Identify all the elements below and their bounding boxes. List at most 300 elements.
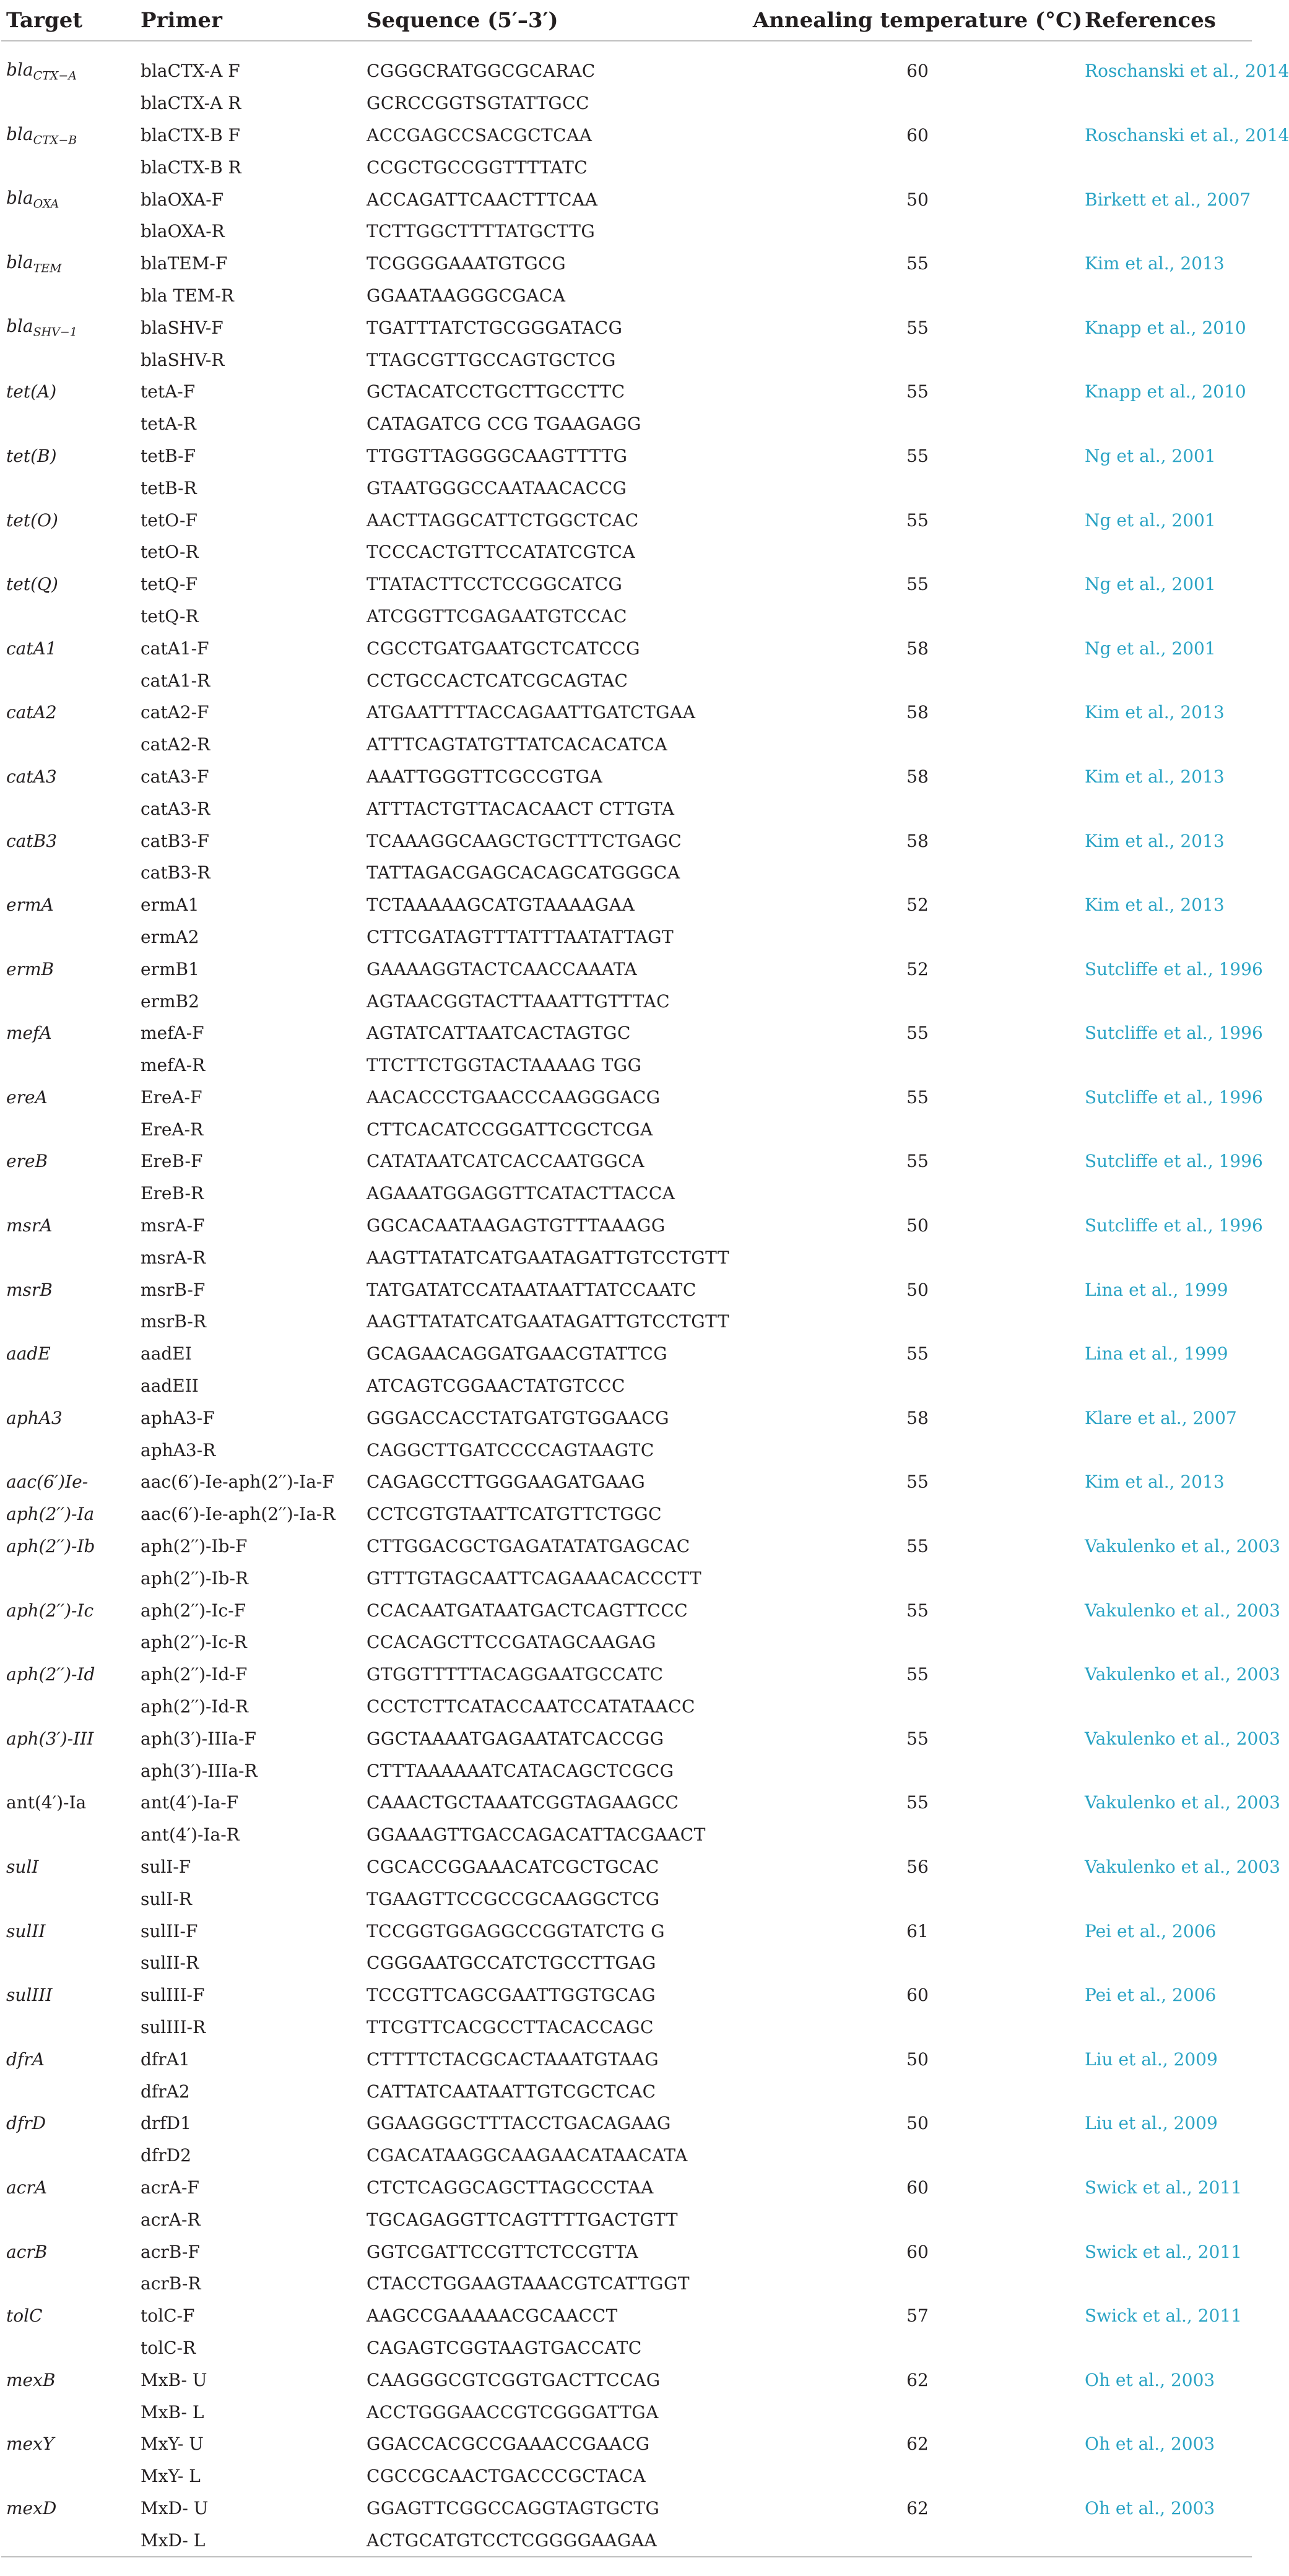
cell-sequence: GTTTGTAGCAATTCAGAAACACCCTT xyxy=(367,1568,702,1589)
cell-primer: dfrD2 xyxy=(141,2145,191,2166)
cell-reference[interactable]: Kim et al., 2013 xyxy=(1085,766,1225,787)
cell-primer: MxB- U xyxy=(141,2369,207,2390)
cell-annealing-temperature xyxy=(750,1177,1085,1210)
table-row xyxy=(1,2107,1252,2140)
cell-reference[interactable]: Kim et al., 2013 xyxy=(1085,702,1225,723)
table-row xyxy=(1,344,1252,376)
cell-primer: aph(2′′)-Ic-R xyxy=(141,1632,247,1653)
cell-sequence: AACACCCTGAACCCAAGGGACG xyxy=(367,1086,661,1108)
cell-target xyxy=(1,1626,141,1659)
cell-annealing-temperature xyxy=(750,472,1085,504)
cell-sequence: ATGAATTTTACCAGAATTGATCTGAA xyxy=(367,702,696,723)
cell-annealing-temperature xyxy=(750,2203,1085,2236)
table-row xyxy=(1,2460,1252,2492)
table-row xyxy=(1,2268,1252,2300)
cell-annealing-temperature xyxy=(750,344,1085,376)
cell-sequence: AACTTAGGCATTCTGGCTCAC xyxy=(367,510,639,531)
cell-sequence: CATATAATCATCACCAATGGCA xyxy=(367,1151,644,1172)
table-row xyxy=(1,215,1252,248)
cell-target xyxy=(1,536,141,568)
cell-target xyxy=(1,2203,141,2236)
cell-reference[interactable]: Oh et al., 2003 xyxy=(1085,2497,1215,2518)
cell-sequence: TTCTTCTGGTACTAAAAG TGG xyxy=(367,1055,642,1076)
table-row xyxy=(1,2140,1252,2172)
cell-target xyxy=(1,151,141,183)
cell-reference xyxy=(1085,1947,1252,1979)
cell-target xyxy=(1,1979,141,2011)
cell-annealing-temperature xyxy=(750,215,1085,248)
cell-target xyxy=(1,889,141,921)
target-name: ereB xyxy=(6,1151,48,1172)
cell-target xyxy=(1,1370,141,1402)
target-name: acrA xyxy=(6,2177,47,2198)
cell-target xyxy=(1,344,141,376)
cell-primer: bla TEM-R xyxy=(141,285,234,306)
table-body xyxy=(1,41,1289,2557)
cell-annealing-temperature xyxy=(750,1754,1085,1787)
target-name: sulIII xyxy=(6,1985,53,2006)
cell-annealing-temperature: 60 xyxy=(906,2177,929,2198)
cell-annealing-temperature xyxy=(750,2011,1085,2044)
cell-target xyxy=(1,1466,141,1498)
cell-reference[interactable]: Sutcliffe et al., 1996 xyxy=(1085,1023,1263,1044)
cell-annealing-temperature: 55 xyxy=(906,1728,929,1749)
cell-reference[interactable]: Swick et al., 2011 xyxy=(1085,2305,1242,2327)
header-annealing-temperature: Annealing temperature (°C) xyxy=(752,7,1083,33)
cell-sequence: TGCAGAGGTTCAGTTTTGACTGTT xyxy=(367,2209,679,2230)
cell-annealing-temperature: 62 xyxy=(906,2497,929,2518)
cell-primer: msrA-R xyxy=(141,1247,206,1268)
cell-reference xyxy=(1085,792,1252,825)
cell-target xyxy=(1,1434,141,1466)
cell-reference[interactable]: Kim et al., 2013 xyxy=(1085,830,1225,851)
cell-reference[interactable]: Sutcliffe et al., 1996 xyxy=(1085,1086,1263,1108)
cell-target xyxy=(1,1498,141,1530)
table-row xyxy=(1,376,1252,408)
cell-sequence: CGGGCRATGGCGCARAC xyxy=(367,61,596,82)
cell-primer: aadEI xyxy=(141,1343,192,1364)
cell-target xyxy=(1,1177,141,1210)
cell-sequence: TCTTGGCTTTTATGCTTG xyxy=(367,221,596,242)
cell-target xyxy=(1,664,141,696)
target-name: tet(O) xyxy=(6,510,58,531)
cell-primer: msrB-F xyxy=(141,1279,206,1300)
cell-sequence: GGTCGATTCCGTTCTCCGTTA xyxy=(367,2241,639,2262)
cell-annealing-temperature: 55 xyxy=(906,381,929,402)
cell-annealing-temperature: 61 xyxy=(906,1920,929,1941)
table-row xyxy=(1,664,1252,696)
cell-sequence: CCTCGTGTAATTCATGTTCTGGC xyxy=(367,1504,662,1525)
table-row xyxy=(1,1626,1252,1659)
cell-reference[interactable]: Knapp et al., 2010 xyxy=(1085,381,1246,402)
target-name: msrA xyxy=(6,1215,53,1236)
cell-sequence: TTGGTTAGGGGCAAGTTTTG xyxy=(367,445,628,466)
cell-primer: ermA2 xyxy=(141,926,199,947)
cell-reference[interactable]: Lina et al., 1999 xyxy=(1085,1343,1228,1364)
target-subscript: CTX−A xyxy=(33,69,77,83)
cell-sequence: ATTTCAGTATGTTATCACACATCA xyxy=(367,734,668,755)
cell-primer: aph(3′)-IIIa-R xyxy=(141,1760,258,1781)
target-name: msrB xyxy=(6,1279,53,1300)
cell-annealing-temperature: 55 xyxy=(906,253,929,274)
target-name: aph(2′′)-Ib xyxy=(6,1536,95,1557)
cell-reference xyxy=(1085,2460,1252,2492)
cell-sequence: CTTTAAAAAATCATACAGCTCGCG xyxy=(367,1760,674,1781)
table-row xyxy=(1,1306,1252,1338)
cell-primer: blaOXA-F xyxy=(141,189,224,210)
table-row xyxy=(1,696,1252,729)
cell-sequence: AGAAATGGAGGTTCATACTTACCA xyxy=(367,1183,675,1204)
cell-annealing-temperature: 50 xyxy=(906,1215,929,1236)
cell-primer: blaSHV-R xyxy=(141,349,225,370)
cell-reference[interactable]: Vakulenko et al., 2003 xyxy=(1085,1600,1280,1621)
cell-target xyxy=(1,1306,141,1338)
target-name: aphA3 xyxy=(6,1407,63,1428)
cell-primer: catA1-R xyxy=(141,670,210,691)
cell-primer: ermB1 xyxy=(141,958,199,979)
cell-reference xyxy=(1085,729,1252,761)
cell-reference[interactable]: Ng et al., 2001 xyxy=(1085,638,1216,659)
cell-target xyxy=(1,792,141,825)
target-name: mexY xyxy=(6,2434,54,2455)
cell-sequence: GGAGTTCGGCCAGGTAGTGCTG xyxy=(367,2497,660,2518)
cell-annealing-temperature xyxy=(750,601,1085,633)
cell-target xyxy=(1,1722,141,1754)
cell-annealing-temperature xyxy=(750,1306,1085,1338)
cell-target xyxy=(1,1883,141,1915)
cell-reference[interactable]: Roschanski et al., 2014 xyxy=(1085,61,1289,82)
table-row xyxy=(1,2043,1252,2075)
cell-reference[interactable]: Oh et al., 2003 xyxy=(1085,2434,1215,2455)
cell-annealing-temperature: 55 xyxy=(906,1792,929,1813)
cell-primer: EreB-R xyxy=(141,1183,204,1204)
cell-annealing-temperature xyxy=(750,2332,1085,2364)
cell-sequence: TCCGTTCAGCGAATTGGTGCAG xyxy=(367,1985,656,2006)
cell-annealing-temperature xyxy=(750,1947,1085,1979)
cell-reference[interactable]: Lina et al., 1999 xyxy=(1085,1279,1228,1300)
cell-annealing-temperature: 56 xyxy=(906,1857,929,1878)
cell-target xyxy=(1,2300,141,2332)
table-row xyxy=(1,1498,1252,1530)
cell-primer: acrB-R xyxy=(141,2273,201,2294)
cell-target xyxy=(1,1241,141,1273)
table-row xyxy=(1,2300,1252,2332)
cell-target xyxy=(1,1049,141,1082)
cell-reference[interactable]: Vakulenko et al., 2003 xyxy=(1085,1536,1280,1557)
header-row xyxy=(1,0,1252,41)
table-row xyxy=(1,857,1252,889)
cell-primer: aphA3-R xyxy=(141,1439,216,1460)
target-name: ant(4′)-Ia xyxy=(6,1792,87,1813)
table-row xyxy=(1,1883,1252,1915)
target-name: sulII xyxy=(6,1920,46,1941)
cell-sequence: ACCGAGCCSACGCTCAA xyxy=(367,124,592,145)
cell-reference[interactable]: Vakulenko et al., 2003 xyxy=(1085,1857,1280,1878)
cell-annealing-temperature xyxy=(750,1113,1085,1145)
table-row xyxy=(1,601,1252,633)
table-row xyxy=(1,1017,1252,1049)
cell-primer: aac(6′)-Ie-aph(2′′)-Ia-F xyxy=(141,1472,334,1493)
table-row xyxy=(1,1787,1252,1819)
cell-primer: blaCTX-B R xyxy=(141,157,241,178)
cell-sequence: TATGATATCCATAATAATTATCCAATC xyxy=(367,1279,697,1300)
cell-reference[interactable]: Knapp et al., 2010 xyxy=(1085,317,1246,338)
table-row xyxy=(1,1177,1252,1210)
cell-reference xyxy=(1085,1883,1252,1915)
cell-target xyxy=(1,408,141,440)
target-name: aph(3′)-III xyxy=(6,1728,94,1749)
cell-reference xyxy=(1085,1754,1252,1787)
cell-reference[interactable]: Swick et al., 2011 xyxy=(1085,2241,1242,2262)
cell-annealing-temperature: 60 xyxy=(906,124,929,145)
cell-sequence: GCTACATCCTGCTTGCCTTC xyxy=(367,381,625,402)
cell-annealing-temperature xyxy=(750,1691,1085,1723)
cell-target xyxy=(1,311,141,344)
cell-primer: acrB-F xyxy=(141,2241,200,2262)
cell-target xyxy=(1,1562,141,1594)
table-row xyxy=(1,792,1252,825)
cell-primer: sulIII-R xyxy=(141,2017,206,2037)
cell-primer: aph(2′′)-Id-F xyxy=(141,1664,248,1685)
cell-target xyxy=(1,1113,141,1145)
table-row xyxy=(1,2203,1252,2236)
cell-target xyxy=(1,280,141,312)
cell-sequence: TATTAGACGAGCACAGCATGGGCA xyxy=(367,862,680,883)
target-name: aph(2′′)-Id xyxy=(6,1664,95,1685)
cell-target xyxy=(1,183,141,215)
table-row xyxy=(1,729,1252,761)
cell-primer: drfD1 xyxy=(141,2113,191,2134)
cell-target xyxy=(1,601,141,633)
cell-sequence: GCAGAACAGGATGAACGTATTCG xyxy=(367,1343,668,1364)
cell-reference xyxy=(1085,2140,1252,2172)
cell-annealing-temperature: 62 xyxy=(906,2434,929,2455)
cell-annealing-temperature: 58 xyxy=(906,766,929,787)
cell-annealing-temperature xyxy=(750,1434,1085,1466)
cell-target xyxy=(1,953,141,985)
target-name: ermA xyxy=(6,895,54,916)
table-row xyxy=(1,55,1252,87)
target-name: aph(2′′)-Ia xyxy=(6,1504,95,1525)
cell-reference xyxy=(1085,1434,1252,1466)
cell-sequence: TCGGGGAAATGTGCG xyxy=(367,253,566,274)
cell-target xyxy=(1,1947,141,1979)
cell-primer: blaSHV-F xyxy=(141,317,224,338)
cell-reference[interactable]: Ng et al., 2001 xyxy=(1085,445,1216,466)
table-row xyxy=(1,2075,1252,2107)
cell-reference[interactable]: Sutcliffe et al., 1996 xyxy=(1085,1151,1263,1172)
cell-reference[interactable]: Vakulenko et al., 2003 xyxy=(1085,1728,1280,1749)
cell-annealing-temperature: 58 xyxy=(906,1407,929,1428)
cell-sequence: CAGAGCCTTGGGAAGATGAAG xyxy=(367,1472,646,1493)
cell-reference[interactable]: Ng et al., 2001 xyxy=(1085,510,1216,531)
cell-reference[interactable]: Ng et al., 2001 xyxy=(1085,574,1216,595)
cell-reference xyxy=(1085,2075,1252,2107)
cell-reference xyxy=(1085,151,1252,183)
cell-sequence: CAGGCTTGATCCCCAGTAAGTC xyxy=(367,1439,654,1460)
cell-annealing-temperature xyxy=(750,1241,1085,1273)
cell-target xyxy=(1,632,141,664)
table-row xyxy=(1,1402,1252,1434)
cell-reference[interactable]: Sutcliffe et al., 1996 xyxy=(1085,958,1263,979)
cell-reference xyxy=(1085,1049,1252,1082)
table-row xyxy=(1,985,1252,1017)
cell-target xyxy=(1,2396,141,2428)
cell-reference[interactable]: Swick et al., 2011 xyxy=(1085,2177,1242,2198)
cell-annealing-temperature xyxy=(750,985,1085,1017)
cell-annealing-temperature: 55 xyxy=(906,1600,929,1621)
cell-annealing-temperature xyxy=(750,1819,1085,1851)
cell-sequence: TCTAAAAAGCATGTAAAAGAA xyxy=(367,895,635,916)
cell-reference[interactable]: Vakulenko et al., 2003 xyxy=(1085,1792,1280,1813)
cell-target xyxy=(1,215,141,248)
cell-reference[interactable]: Birkett et al., 2007 xyxy=(1085,189,1251,210)
target-name: aadE xyxy=(6,1343,51,1364)
target-name: tet(B) xyxy=(6,445,57,466)
cell-target xyxy=(1,2172,141,2204)
target-name: dfrA xyxy=(6,2049,45,2070)
cell-reference[interactable]: Oh et al., 2003 xyxy=(1085,2369,1215,2390)
table-row xyxy=(1,119,1252,152)
table-row xyxy=(1,825,1252,857)
cell-target xyxy=(1,1402,141,1434)
cell-reference[interactable]: Liu et al., 2009 xyxy=(1085,2113,1218,2134)
cell-primer: aph(2′′)-Ic-F xyxy=(141,1600,246,1621)
table-row xyxy=(1,953,1252,985)
target-name: bla xyxy=(6,123,33,144)
cell-primer: EreB-F xyxy=(141,1151,203,1172)
cell-primer: aph(3′)-IIIa-F xyxy=(141,1728,256,1749)
cell-primer: catB3-R xyxy=(141,862,210,883)
cell-annealing-temperature xyxy=(750,1883,1085,1915)
cell-primer: ant(4′)-Ia-F xyxy=(141,1792,239,1813)
cell-reference[interactable]: Kim et al., 2013 xyxy=(1085,1472,1225,1493)
cell-reference xyxy=(1085,536,1252,568)
cell-reference[interactable]: Kim et al., 2013 xyxy=(1085,895,1225,916)
cell-sequence: ATCAGTCGGAACTATGTCCC xyxy=(367,1376,625,1397)
target-subscript: SHV−1 xyxy=(33,326,77,340)
cell-reference xyxy=(1085,2524,1252,2557)
cell-primer: catA2-R xyxy=(141,734,210,755)
target-name: aac(6′)Ie- xyxy=(6,1472,89,1493)
cell-sequence: AAGTTATATCATGAATAGATTGTCCTGTT xyxy=(367,1311,730,1332)
cell-target xyxy=(1,2492,141,2525)
cell-sequence: CCTGCCACTCATCGCAGTAC xyxy=(367,670,628,691)
cell-annealing-temperature: 55 xyxy=(906,1086,929,1108)
table-row xyxy=(1,1915,1252,1947)
table-row xyxy=(1,2364,1252,2396)
target-name: bla xyxy=(6,188,33,209)
cell-primer: ermA1 xyxy=(141,895,199,916)
table-row xyxy=(1,1851,1252,1883)
cell-sequence: CTTGGACGCTGAGATATATGAGCAC xyxy=(367,1536,690,1557)
cell-target xyxy=(1,1851,141,1883)
table-row xyxy=(1,1659,1252,1691)
cell-annealing-temperature: 52 xyxy=(906,895,929,916)
cell-target xyxy=(1,2075,141,2107)
table-row xyxy=(1,889,1252,921)
cell-sequence: CGACATAAGGCAAGAACATAACATA xyxy=(367,2145,688,2166)
cell-sequence: GGAAAGTTGACCAGACATTACGAACT xyxy=(367,1824,706,1845)
cell-reference[interactable]: Roschanski et al., 2014 xyxy=(1085,124,1289,145)
target-name: catA3 xyxy=(6,766,57,787)
cell-primer: catB3-F xyxy=(141,830,209,851)
cell-reference xyxy=(1085,280,1252,312)
table-row xyxy=(1,1530,1252,1563)
cell-sequence: AGTAACGGTACTTAAATTGTTTAC xyxy=(367,991,671,1012)
table-header xyxy=(1,0,1252,41)
cell-target xyxy=(1,761,141,793)
cell-primer: tolC-R xyxy=(141,2337,196,2358)
cell-reference[interactable]: Liu et al., 2009 xyxy=(1085,2049,1218,2070)
table-row xyxy=(1,1819,1252,1851)
table-row xyxy=(1,2492,1252,2525)
cell-annealing-temperature: 58 xyxy=(906,830,929,851)
cell-reference[interactable]: Sutcliffe et al., 1996 xyxy=(1085,1215,1263,1236)
cell-target xyxy=(1,1530,141,1563)
cell-annealing-temperature: 60 xyxy=(906,61,929,82)
cell-primer: tetQ-R xyxy=(141,605,199,627)
cell-target xyxy=(1,119,141,152)
cell-target xyxy=(1,1754,141,1787)
cell-target xyxy=(1,55,141,87)
cell-primer: msrA-F xyxy=(141,1215,205,1236)
cell-annealing-temperature: 57 xyxy=(906,2305,929,2327)
target-name: mefA xyxy=(6,1023,52,1044)
cell-reference[interactable]: Vakulenko et al., 2003 xyxy=(1085,1664,1280,1685)
cell-sequence: CGGGAATGCCATCTGCCTTGAG xyxy=(367,1953,656,1974)
cell-sequence: GCRCCGGTSGTATTGCC xyxy=(367,93,590,114)
cell-primer: tetA-F xyxy=(141,381,196,402)
cell-primer: aph(2′′)-Ib-F xyxy=(141,1536,248,1557)
table-row xyxy=(1,280,1252,312)
cell-annealing-temperature xyxy=(750,1498,1085,1530)
cell-reference xyxy=(1085,921,1252,953)
cell-reference[interactable]: Klare et al., 2007 xyxy=(1085,1407,1237,1428)
table-spacer xyxy=(1,41,1252,55)
cell-target xyxy=(1,2236,141,2268)
cell-target xyxy=(1,1017,141,1049)
table-row xyxy=(1,921,1252,953)
cell-reference[interactable]: Kim et al., 2013 xyxy=(1085,253,1225,274)
cell-target xyxy=(1,729,141,761)
cell-reference[interactable]: Pei et al., 2006 xyxy=(1085,1985,1217,2006)
cell-sequence: ACTGCATGTCCTCGGGGAAGAA xyxy=(367,2530,658,2551)
cell-target xyxy=(1,1787,141,1819)
cell-primer: acrA-F xyxy=(141,2177,199,2198)
cell-reference xyxy=(1085,2011,1252,2044)
table-row xyxy=(1,1338,1252,1370)
cell-primer: aphA3-F xyxy=(141,1407,215,1428)
cell-primer: aadEII xyxy=(141,1376,199,1397)
cell-reference xyxy=(1085,2203,1252,2236)
cell-primer: catA1-F xyxy=(141,638,209,659)
cell-primer: sulIII-F xyxy=(141,1985,205,2006)
cell-reference[interactable]: Pei et al., 2006 xyxy=(1085,1920,1217,1941)
cell-target xyxy=(1,2428,141,2460)
cell-primer: ant(4′)-Ia-R xyxy=(141,1824,240,1845)
cell-primer: blaCTX-A F xyxy=(141,61,240,82)
table-row xyxy=(1,1082,1252,1114)
cell-primer: mefA-R xyxy=(141,1055,206,1076)
cell-annealing-temperature: 62 xyxy=(906,2369,929,2390)
target-subscript: OXA xyxy=(33,197,59,211)
target-name: mexB xyxy=(6,2369,56,2390)
target-name: catB3 xyxy=(6,830,58,851)
cell-sequence: CTTCGATAGTTTATTTAATATTAGT xyxy=(367,926,674,947)
cell-sequence: TTATACTTCCTCCGGCATCG xyxy=(367,574,623,595)
cell-annealing-temperature xyxy=(750,536,1085,568)
